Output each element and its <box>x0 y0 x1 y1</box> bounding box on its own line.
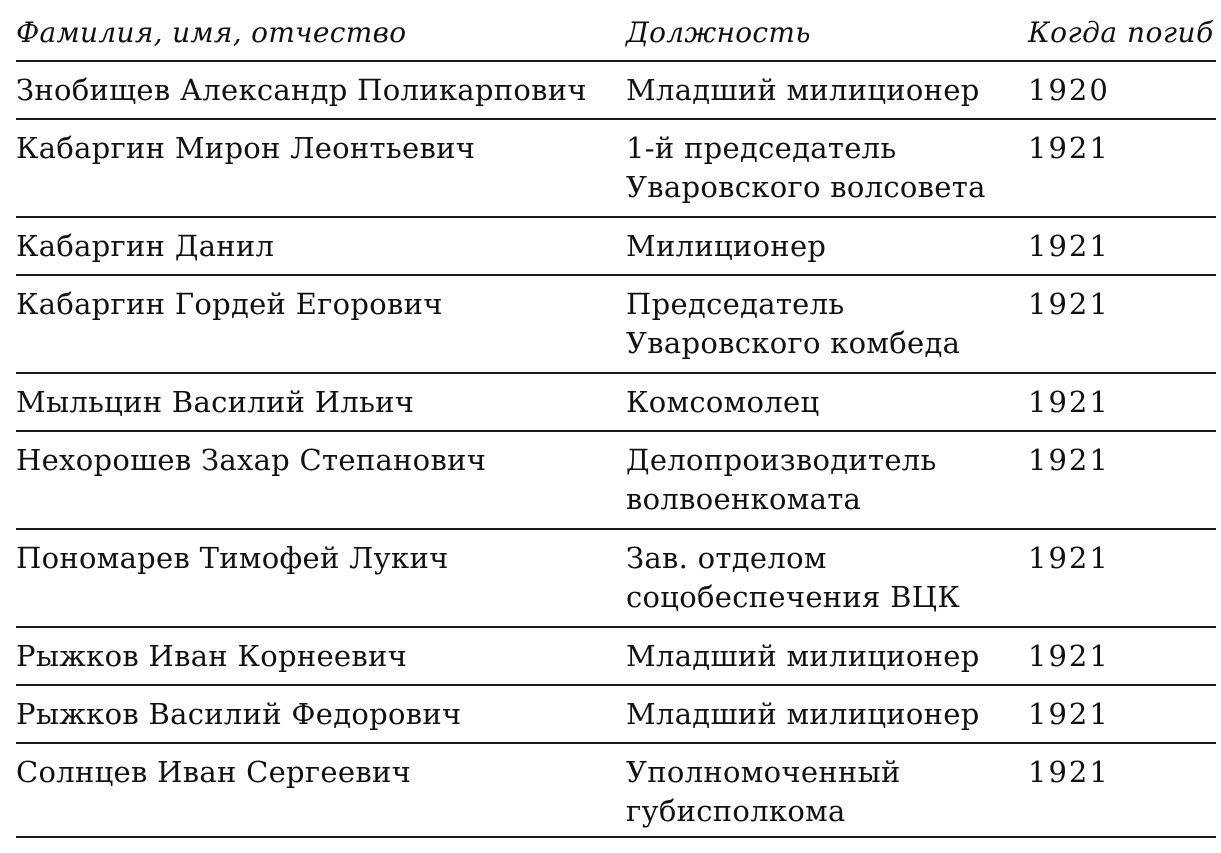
header-position: Должность <box>626 16 811 49</box>
row-year: 1921 <box>1028 541 1110 575</box>
row-position <box>626 71 1026 110</box>
row-name: Знобищев Александр Поликарпович <box>16 73 587 107</box>
row-position-line: Председатель <box>626 287 845 321</box>
row-name: Пономарев Тимофей Лукич <box>16 541 449 575</box>
row-position <box>626 129 1026 207</box>
row-position-line: Делопроизводитель <box>626 443 937 477</box>
row-position-line: Младший милиционер <box>626 697 980 731</box>
row-year: 1921 <box>1028 639 1110 673</box>
row-year: 1921 <box>1028 287 1110 321</box>
row-position <box>626 637 1026 676</box>
memorial-table <box>16 0 1216 838</box>
row-position-line: Зав. отделом <box>626 541 827 575</box>
table-row <box>16 686 1216 744</box>
row-position-line: Уполномоченный <box>626 755 901 789</box>
row-position <box>626 383 1026 422</box>
row-position-line: Уваровского волсовета <box>626 170 986 204</box>
row-name: Кабаргин Гордей Егорович <box>16 287 443 321</box>
row-position-line: Комсомолец <box>626 385 820 419</box>
row-position <box>626 285 1026 363</box>
row-position <box>626 441 1026 519</box>
row-position <box>626 753 1026 831</box>
row-year: 1921 <box>1028 755 1110 789</box>
row-position-line: Младший милиционер <box>626 73 980 107</box>
table-row <box>16 628 1216 686</box>
row-year: 1921 <box>1028 697 1110 731</box>
row-name: Рыжков Василий Федорович <box>16 697 462 731</box>
row-year: 1921 <box>1028 385 1110 419</box>
table-row <box>16 432 1216 530</box>
row-position <box>626 227 1026 266</box>
row-name: Мыльцин Василий Ильич <box>16 385 415 419</box>
row-name: Солнцев Иван Сергеевич <box>16 755 412 789</box>
row-year: 1921 <box>1028 131 1110 165</box>
row-position-line: губисполкома <box>626 794 846 828</box>
row-year: 1921 <box>1028 443 1110 477</box>
row-name: Кабаргин Данил <box>16 229 275 263</box>
table-row <box>16 530 1216 628</box>
row-position-line: Милиционер <box>626 229 827 263</box>
row-name: Нехорошев Захар Степанович <box>16 443 487 477</box>
row-position-line: соцобеспечения ВЦК <box>626 580 961 614</box>
header-year: Когда погиб <box>1028 16 1214 49</box>
row-position-line: Уваровского комбеда <box>626 326 961 360</box>
row-name: Кабаргин Мирон Леонтьевич <box>16 131 476 165</box>
row-position-line: волвоенкомата <box>626 482 862 516</box>
row-year: 1920 <box>1028 73 1110 107</box>
row-position <box>626 695 1026 734</box>
table-row <box>16 120 1216 218</box>
table-row <box>16 218 1216 276</box>
table-row <box>16 744 1216 838</box>
row-name: Рыжков Иван Корнеевич <box>16 639 408 673</box>
header-name: Фамилия, имя, отчество <box>16 16 407 49</box>
table-header-row <box>16 0 1216 62</box>
table-row <box>16 276 1216 374</box>
row-position <box>626 539 1026 617</box>
row-position-line: 1-й председатель <box>626 131 897 165</box>
table-row <box>16 62 1216 120</box>
row-year: 1921 <box>1028 229 1110 263</box>
row-position-line: Младший милиционер <box>626 639 980 673</box>
table-row <box>16 374 1216 432</box>
